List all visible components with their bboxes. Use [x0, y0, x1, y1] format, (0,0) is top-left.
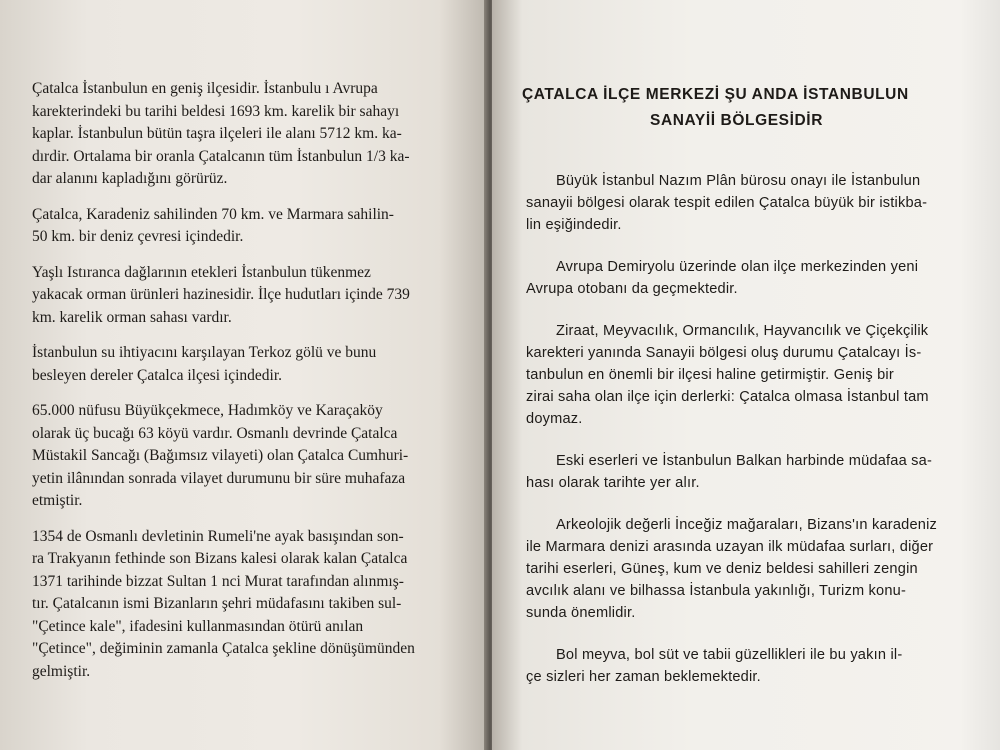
paragraph [32, 400, 454, 513]
text-line: karekteri yanında Sanayii bölgesi oluş durumu Çatalcayı İs- [526, 345, 922, 361]
text-line: ile Marmara denizi arasında uzayan ilk müdafaa surları, diğer [526, 539, 934, 555]
text-line: doymaz. [526, 411, 583, 427]
text-line: 65.000 nüfusu Büyükçekmece, Hadımköy ve Karaçaköy [32, 402, 383, 419]
text-line: Müstakil Sancağı (Bağımsız vilayeti) olan Çatalca Cumhuri- [32, 447, 409, 464]
text-line: besleyen dereler Çatalca ilçesi içindedir. [32, 366, 283, 384]
paragraph [526, 170, 1000, 236]
paragraph [32, 262, 454, 330]
title-line-1: ÇATALCA İLÇE MERKEZİ ŞU ANDA İSTANBULUN [522, 86, 909, 103]
text-line: 1354 de Osmanlı devletinin Rumeli'ne ayak basışından son- [32, 527, 404, 545]
paragraph [526, 320, 1000, 430]
paragraph [526, 256, 1000, 300]
paragraph [526, 450, 1000, 494]
left-page [0, 0, 488, 750]
text-line: tır. Çatalcanın ismi Bizanların şehri müdafasını takiben sul- [32, 595, 402, 612]
text-line: sanayii bölgesi olarak tespit edilen Çatalca büyük bir istikba- [526, 195, 928, 211]
text-line: İstanbulun su ihtiyacını karşılayan Terkoz gölü ve bunu [32, 344, 377, 361]
text-line: çe sizleri her zaman beklemektedir. [526, 669, 761, 685]
text-line: Yaşlı Istıranca dağlarının etekleri İstanbulun tükenmez [32, 263, 371, 281]
text-line: hası olarak tarihte yer alır. [526, 475, 700, 491]
text-line: 1371 tarihinde bizzat Sultan 1 nci Murat tarafından alınmış- [32, 572, 404, 590]
paragraph [32, 526, 454, 684]
text-line: Arkeolojik değerli İnceğiz mağaraları, Bizans'ın karadeniz [556, 517, 938, 533]
text-line: etmiştir. [32, 492, 83, 509]
text-line: Çatalca İstanbulun en geniş ilçesidir. İstanbulu ı Avrupa [32, 80, 378, 97]
paragraph [32, 204, 454, 249]
text-line: gelmiştir. [32, 662, 91, 680]
paragraph [526, 644, 1000, 688]
title-line-2: SANAYİİ BÖLGESİDİR [650, 112, 824, 129]
text-line: sunda önemlidir. [526, 605, 636, 621]
right-page-text [526, 170, 1000, 708]
text-line: zirai saha olan ilçe için derlerki: Çatalca olmasa İstanbul tam [526, 389, 929, 405]
page-edge-shadow [960, 0, 1000, 750]
text-line: Avrupa otobanı da geçmektedir. [526, 281, 738, 297]
text-line: karekterindeki bu tarihi beldesi 1693 km. karelik bir sahayı [32, 102, 400, 120]
text-line: km. karelik orman sahası vardır. [32, 308, 232, 326]
right-page [492, 0, 1000, 750]
text-line: kaplar. İstanbulun bütün taşra ilçeleri ile alanı 5712 km. ka- [32, 125, 402, 142]
paragraph [32, 78, 454, 191]
text-line: dar alanını kapladığını görürüz. [32, 170, 228, 187]
right-page-title [522, 82, 1000, 134]
text-line: "Çetince", değiminin zamanla Çatalca şekline dönüşümünden [32, 640, 415, 657]
text-line: olarak üç bucağı 63 köyü vardır. Osmanlı devrinde Çatalca [32, 424, 398, 442]
text-line: Avrupa Demiryolu üzerinde olan ilçe merkezinden yeni [556, 259, 919, 275]
text-line: Çatalca, Karadeniz sahilinden 70 km. ve Marmara sahilin- [32, 205, 394, 223]
text-line: ra Trakyanın fethinde son Bizans kalesi olarak kalan Çatalca [32, 550, 408, 567]
text-line: Ziraat, Meyvacılık, Ormancılık, Hayvancılık ve Çiçekçilik [556, 323, 929, 339]
text-line: "Çetince kale", ifadesini kullanmasından ötürü anılan [32, 617, 364, 635]
text-line: tanbulun en önemli bir ilçesi haline getirmiştir. Geniş bir [526, 367, 894, 383]
text-line: lin eşiğindedir. [526, 217, 622, 233]
paragraph [526, 514, 1000, 624]
text-line: dırdir. Ortalama bir oranla Çatalcanın tüm İstanbulun 1/3 ka- [32, 147, 410, 165]
text-line: tarihi eserleri, Güneş, kum ve deniz beldesi sahilleri zengin [526, 561, 918, 577]
text-line: Bol meyva, bol süt ve tabii güzellikleri ile bu yakın il- [556, 647, 903, 663]
paragraph [32, 342, 454, 387]
left-page-text [32, 78, 454, 696]
text-line: avcılık alanı ve bilhassa İstanbula yakınlığı, Turizm konu- [526, 583, 907, 599]
text-line: Eski eserleri ve İstanbulun Balkan harbinde müdafaa sa- [556, 453, 933, 469]
text-line: 50 km. bir deniz çevresi içindedir. [32, 228, 244, 245]
text-line: Büyük İstanbul Nazım Plân bürosu onayı ile İstanbulun [556, 173, 921, 189]
text-line: yakacak orman ürünleri hazinesidir. İlçe hudutları içinde 739 [32, 286, 410, 303]
text-line: yetin ilânından sonrada vilayet durumunu bir süre muhafaza [32, 469, 406, 487]
